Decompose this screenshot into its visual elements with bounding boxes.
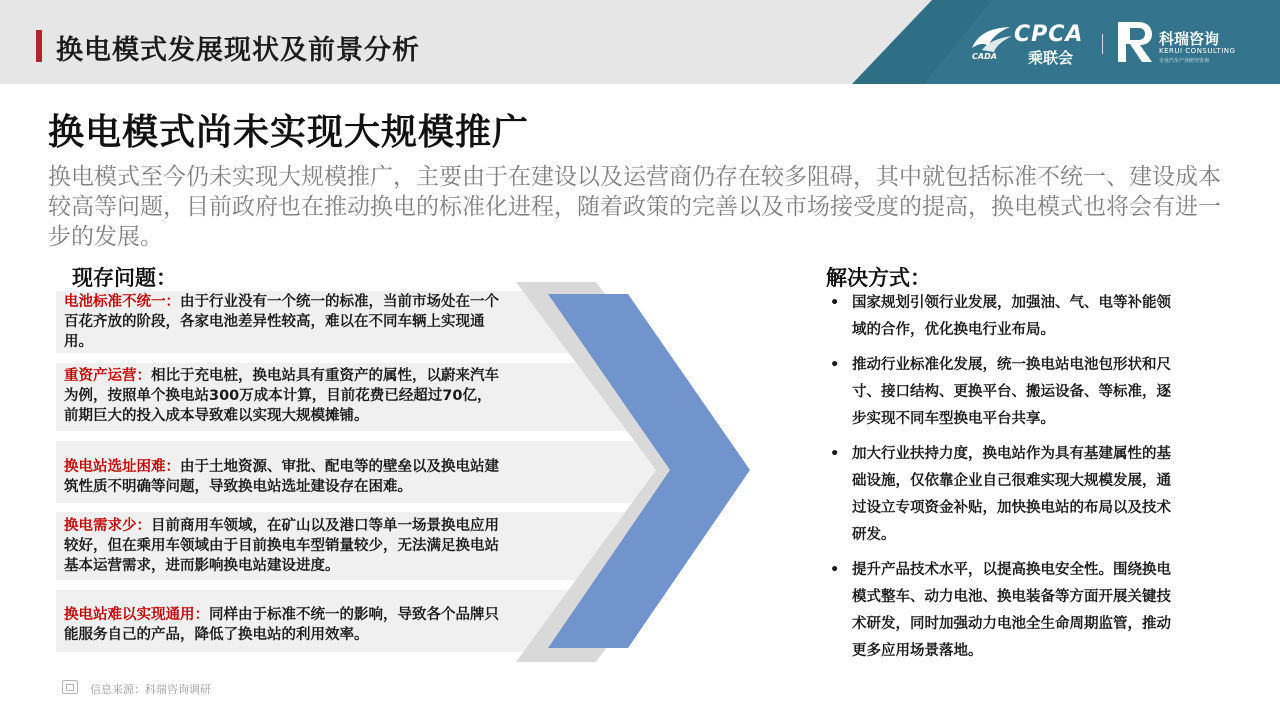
solution-item: • 国家规划引领行业发展，加强油、气、电等补能领域的合作，优化换电行业布局。 <box>828 290 1178 344</box>
kerui-tagline: 专业汽车产业研究咨询 <box>1159 58 1210 64</box>
problem-item-3 <box>64 457 504 497</box>
source-calendar-icon <box>62 680 78 694</box>
problem-item-4 <box>64 516 504 576</box>
problem-item-2 <box>64 366 504 426</box>
header-title: 换电模式发展现状及前景分析 <box>56 35 420 66</box>
problem-label: 换电需求少： <box>64 518 151 534</box>
intro-paragraph: 换电模式至今仍未实现大规模推广，主要由于在建设以及运营商仍存在较多阻碍，其中就包括标准不统一、建设成本较高等问题，目前政府也在推动换电的标准化进程，随着政策的完善以及市场接受度的提高，换电模式也将会有进一步的发展。 <box>48 164 1221 250</box>
solution-item: • 加大行业扶持力度，换电站作为具有基建属性的基础设施，仅依靠企业自己很难实现大规模发展，通过设立专项资金补贴，加快换电站的布局以及技术研发。 <box>828 441 1178 549</box>
cpca-mark-text: CPCA <box>1014 22 1084 47</box>
problem-label: 电池标准不统一： <box>64 294 180 310</box>
kerui-name-en: KERUI CONSULTING <box>1159 47 1236 55</box>
solution-item: • 提升产品技术水平，以提高换电安全性。围绕换电模式整车、动力电池、换电装备等方面开展关键技术研发，同时加强动力电池全生命周期监管，推动更多应用场景落地。 <box>828 557 1178 665</box>
cpca-sub-text: 乘联会 <box>1028 49 1074 67</box>
cada-tag-text: CADA <box>972 52 997 61</box>
kerui-name-cn: 科瑞咨询 <box>1159 30 1220 48</box>
problem-desc: 相比于充电桩，换电站具有重资产的属性，以蔚来汽车为例，按照单个换电站300万成本计算，目前花费已经超过70亿，前期巨大的投入成本导致难以实现大规模摊铺。 <box>64 368 499 424</box>
problem-desc: 目前商用车领域，在矿山以及港口等单一场景换电应用较好，但在乘用车领域由于目前换电车型销量较少，无法满足换电站基本运营需求，进而影响换电站建设进度。 <box>64 518 499 574</box>
problem-desc: 同样由于标准不统一的影响，导致各个品牌只能服务自己的产品，降低了换电站的利用效率。 <box>64 607 499 643</box>
solutions-heading: 解决方式： <box>826 266 931 290</box>
problem-desc: 由于行业没有一个统一的标准，当前市场处在一个百花齐放的阶段，各家电池差异性较高，难以在不同车辆上实现通用。 <box>64 294 499 350</box>
problem-item-5 <box>64 605 504 645</box>
problems-heading: 现存问题： <box>72 266 177 290</box>
problem-item-1 <box>64 292 504 352</box>
problem-label: 重资产运营： <box>64 368 151 384</box>
problem-label: 换电站选址困难： <box>64 459 180 475</box>
solutions-list <box>828 290 1178 673</box>
problem-label: 换电站难以实现通用： <box>64 607 209 623</box>
source-note: 信息来源：科瑞咨询调研 <box>90 683 211 696</box>
problem-desc: 由于土地资源、审批、配电等的壁垒以及换电站建筑性质不明确等问题，导致换电站选址建设存在困难。 <box>64 459 499 495</box>
solution-item: • 推动行业标准化发展，统一换电站电池包形状和尺寸、接口结构、更换平台、搬运设备、等标准，逐步实现不同车型换电平台共享。 <box>828 352 1178 433</box>
main-title: 换电模式尚未实现大规模推广 <box>48 112 530 153</box>
